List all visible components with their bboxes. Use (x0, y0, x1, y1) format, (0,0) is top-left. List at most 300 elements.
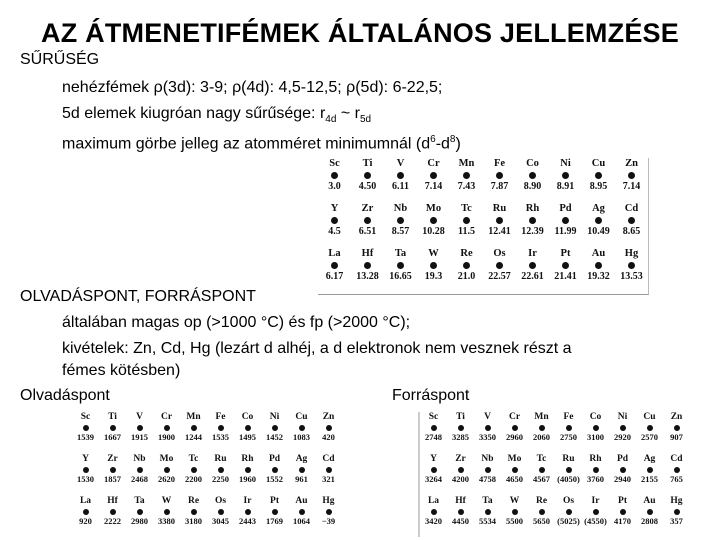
element-value: 2222 (104, 516, 121, 526)
element-symbol: Y (430, 454, 437, 464)
element-symbol: Ti (456, 412, 465, 422)
element-dot (397, 217, 404, 224)
element-symbol: Os (562, 496, 575, 506)
element-cell (582, 248, 615, 293)
element-symbol: Cu (643, 412, 656, 422)
element-value: 2060 (533, 432, 550, 442)
element-dot (299, 509, 305, 515)
element-value: 4.50 (358, 181, 377, 192)
element-value: 961 (295, 474, 308, 484)
element-cell (516, 203, 549, 248)
element-symbol: Mn (534, 412, 549, 422)
element-cell (351, 203, 384, 248)
density-5d-text: 5d elemek kiugróan nagy sűrűsége: $r_{4d}$ ~ $r_{5d}$ (62, 105, 372, 126)
element-symbol: Fe (493, 158, 506, 169)
element-value: 8.65 (622, 226, 641, 237)
element-dot (566, 509, 572, 515)
element-value: 907 (670, 432, 683, 442)
element-value: 7.87 (490, 181, 509, 192)
element-dot (364, 262, 371, 269)
element-symbol: Ti (108, 412, 117, 422)
element-dot (191, 467, 197, 473)
element-dot (137, 467, 143, 473)
element-dot (218, 425, 224, 431)
element-symbol: Nb (133, 454, 146, 464)
element-symbol: Pt (618, 496, 627, 506)
element-value: 10.28 (422, 226, 445, 237)
density-ranges-text: nehézfémek ρ(3d): 3-9; ρ(4d): 4,5-12,5; ρ(5d): 6-22,5; (62, 79, 443, 96)
element-symbol: Y (82, 454, 89, 464)
element-cell (636, 454, 663, 496)
element-dot (628, 262, 635, 269)
element-cell (447, 412, 474, 454)
element-value: 1552 (266, 474, 283, 484)
element-cell (609, 454, 636, 496)
element-value: 1915 (131, 432, 148, 442)
element-symbol: Re (187, 496, 200, 506)
element-cell (516, 158, 549, 203)
element-cell (582, 203, 615, 248)
element-dot (164, 509, 170, 515)
element-symbol: W (161, 496, 172, 506)
element-cell (288, 496, 315, 538)
element-cell (516, 248, 549, 293)
element-value: 1769 (266, 516, 283, 526)
element-dot (245, 467, 251, 473)
element-dot (647, 509, 653, 515)
element-value: 2960 (506, 432, 523, 442)
element-cell (450, 203, 483, 248)
element-dot (620, 467, 626, 473)
element-cell (420, 454, 447, 496)
element-dot (595, 262, 602, 269)
element-value: 5650 (533, 516, 550, 526)
element-dot (562, 262, 569, 269)
element-dot (463, 262, 470, 269)
melting-general-text: általában magas op (>1000 °C) és fp (>2000 °C); (62, 314, 411, 331)
element-symbol: Pd (268, 454, 281, 464)
element-cell (615, 248, 648, 293)
element-dot (485, 425, 491, 431)
element-dot (331, 262, 338, 269)
element-symbol: Cd (670, 454, 683, 464)
element-cell (99, 412, 126, 454)
melting-exceptions-text: kivételek: Zn, Cd, Hg (lezárt d alhéj, a d elektronok nem vesznek részt a (62, 340, 572, 357)
element-dot (272, 467, 278, 473)
element-dot (539, 467, 545, 473)
element-dot (593, 467, 599, 473)
element-symbol: Zn (670, 412, 683, 422)
element-value: 6.11 (392, 181, 409, 192)
element-value: 2620 (158, 474, 175, 484)
element-value: (4550) (584, 516, 607, 526)
element-dot (272, 425, 278, 431)
element-dot (430, 262, 437, 269)
element-cell (72, 454, 99, 496)
element-cell (153, 496, 180, 538)
element-dot (110, 467, 116, 473)
element-cell (420, 496, 447, 538)
element-cell (288, 454, 315, 496)
element-cell (582, 454, 609, 496)
element-dot (463, 217, 470, 224)
element-dot (430, 217, 437, 224)
element-symbol: La (427, 496, 440, 506)
element-symbol: Tc (461, 203, 472, 214)
element-symbol: Ni (560, 158, 571, 169)
element-value: 19.3 (424, 271, 443, 282)
element-value: 1857 (104, 474, 121, 484)
element-dot (299, 467, 305, 473)
element-symbol: Ti (362, 158, 373, 169)
element-cell (501, 496, 528, 538)
element-symbol: V (396, 158, 405, 169)
element-cell (663, 496, 690, 538)
element-dot (485, 467, 491, 473)
element-cell (549, 158, 582, 203)
element-symbol: Mn (458, 158, 475, 169)
element-symbol: Ta (482, 496, 493, 506)
element-dot (647, 467, 653, 473)
element-cell (351, 158, 384, 203)
element-symbol: Zr (107, 454, 118, 464)
element-symbol: Re (535, 496, 548, 506)
element-symbol: Ag (643, 454, 656, 464)
element-cell (207, 454, 234, 496)
density-table (318, 158, 649, 295)
element-value: 3420 (425, 516, 442, 526)
element-value: 1083 (293, 432, 310, 442)
element-dot (512, 425, 518, 431)
element-value: 2250 (212, 474, 229, 484)
element-value: 765 (670, 474, 683, 484)
element-cell (72, 412, 99, 454)
element-dot (137, 425, 143, 431)
element-symbol: Rh (589, 454, 602, 464)
element-cell (384, 248, 417, 293)
element-cell (447, 496, 474, 538)
element-value: 920 (79, 516, 92, 526)
element-cell (663, 454, 690, 496)
element-symbol: Cd (322, 454, 335, 464)
element-symbol: Ag (295, 454, 308, 464)
element-symbol: Fe (215, 412, 226, 422)
element-value: 1452 (266, 432, 283, 442)
element-symbol: Os (214, 496, 227, 506)
element-dot (620, 425, 626, 431)
element-dot (397, 172, 404, 179)
element-dot (110, 425, 116, 431)
element-symbol: Co (241, 412, 254, 422)
element-value: 3285 (452, 432, 469, 442)
element-symbol: Zr (455, 454, 466, 464)
element-cell (474, 496, 501, 538)
element-cell (261, 412, 288, 454)
element-value: 3350 (479, 432, 496, 442)
element-value: 8.91 (556, 181, 575, 192)
element-symbol: Hf (107, 496, 118, 506)
element-cell (474, 412, 501, 454)
element-value: 3380 (158, 516, 175, 526)
element-cell (528, 496, 555, 538)
element-symbol: Au (643, 496, 656, 506)
element-cell (528, 454, 555, 496)
element-symbol: Co (589, 412, 602, 422)
element-dot (595, 217, 602, 224)
element-dot (463, 172, 470, 179)
element-value: 2200 (185, 474, 202, 484)
element-value: 19.32 (587, 271, 610, 282)
element-value: 21.41 (554, 271, 577, 282)
element-value: 3264 (425, 474, 442, 484)
element-symbol: Rh (525, 203, 540, 214)
element-symbol: Cr (160, 412, 173, 422)
element-cell (549, 248, 582, 293)
element-cell (417, 158, 450, 203)
element-dot (164, 467, 170, 473)
element-value: 10.49 (587, 226, 610, 237)
element-value: 6.51 (358, 226, 377, 237)
element-dot (430, 172, 437, 179)
element-value: 4.5 (328, 226, 341, 237)
element-value: 12.39 (521, 226, 544, 237)
element-dot (595, 172, 602, 179)
element-cell (417, 203, 450, 248)
element-dot (431, 467, 437, 473)
element-symbol: Hf (361, 248, 374, 259)
element-value: 8.57 (391, 226, 410, 237)
element-dot (539, 425, 545, 431)
element-dot (620, 509, 626, 515)
element-symbol: Zn (625, 158, 638, 169)
element-cell (501, 454, 528, 496)
element-symbol: W (428, 248, 439, 259)
element-symbol: Hf (455, 496, 466, 506)
element-cell (261, 454, 288, 496)
element-cell (609, 412, 636, 454)
element-dot (299, 425, 305, 431)
element-dot (397, 262, 404, 269)
element-cell (180, 412, 207, 454)
element-cell (636, 412, 663, 454)
melting-heading: OLVADÁSPONT, FORRÁSPONT (20, 288, 256, 305)
element-cell (318, 158, 351, 203)
element-dot (272, 509, 278, 515)
element-symbol: Tc (188, 454, 199, 464)
element-cell (483, 248, 516, 293)
element-value: 4650 (506, 474, 523, 484)
element-symbol: Au (591, 248, 606, 259)
element-dot (496, 262, 503, 269)
element-symbol: Ru (562, 454, 575, 464)
element-symbol: Ru (214, 454, 227, 464)
element-cell (615, 158, 648, 203)
boiling-point-table (418, 412, 692, 537)
element-cell (528, 412, 555, 454)
element-cell (207, 412, 234, 454)
element-symbol: Ir (591, 496, 600, 506)
element-value: 5534 (479, 516, 496, 526)
element-cell (234, 496, 261, 538)
element-dot (458, 425, 464, 431)
element-dot (566, 467, 572, 473)
density-heading: SŰRŰSÉG (20, 51, 100, 68)
element-value: 357 (670, 516, 683, 526)
element-dot (83, 467, 89, 473)
element-value: −39 (321, 516, 336, 526)
element-value: 7.43 (457, 181, 476, 192)
element-value: 2980 (131, 516, 148, 526)
element-cell (417, 248, 450, 293)
element-dot (164, 425, 170, 431)
element-cell (126, 454, 153, 496)
element-value: 2750 (560, 432, 577, 442)
element-value: 1960 (239, 474, 256, 484)
element-cell (483, 158, 516, 203)
element-dot (326, 425, 332, 431)
element-dot (496, 217, 503, 224)
element-value: 321 (322, 474, 335, 484)
element-cell (234, 454, 261, 496)
element-value: 1539 (77, 432, 94, 442)
element-cell (315, 454, 342, 496)
element-dot (593, 425, 599, 431)
element-cell (261, 496, 288, 538)
element-symbol: Nb (481, 454, 494, 464)
element-cell (555, 412, 582, 454)
element-cell (582, 158, 615, 203)
element-value: 3180 (185, 516, 202, 526)
element-cell (636, 496, 663, 538)
element-dot (628, 172, 635, 179)
element-dot (512, 467, 518, 473)
element-value: 11.5 (458, 226, 475, 237)
element-cell (126, 412, 153, 454)
element-cell (384, 158, 417, 203)
element-dot (562, 172, 569, 179)
element-value: 2920 (614, 432, 631, 442)
element-dot (458, 509, 464, 515)
element-symbol: Pd (559, 203, 572, 214)
element-value: 16.65 (389, 271, 412, 282)
element-symbol: Ag (592, 203, 605, 214)
element-value: 1064 (293, 516, 310, 526)
element-value: 21.0 (457, 271, 476, 282)
element-cell (555, 496, 582, 538)
element-value: 22.61 (521, 271, 544, 282)
element-value: 3.0 (328, 181, 341, 192)
element-cell (180, 454, 207, 496)
boiling-point-label: Forráspont (392, 387, 470, 404)
element-dot (326, 467, 332, 473)
element-value: 13.28 (356, 271, 379, 282)
element-symbol: Cr (508, 412, 521, 422)
element-symbol: Re (460, 248, 473, 259)
element-value: 5500 (506, 516, 523, 526)
page-title: AZ ÁTMENETIFÉMEK ÁLTALÁNOS JELLEMZÉSE (41, 18, 679, 48)
element-value: 1530 (77, 474, 94, 484)
element-value: 2808 (641, 516, 658, 526)
element-dot (593, 509, 599, 515)
element-value: 7.14 (424, 181, 443, 192)
element-cell (153, 412, 180, 454)
element-cell (351, 248, 384, 293)
element-symbol: V (484, 412, 491, 422)
element-symbol: Nb (393, 203, 408, 214)
element-value: 22.57 (488, 271, 511, 282)
density-maximum-text: maximum görbe jelleg az atomméret minimumnál $(d^6-d^8)$ (62, 134, 461, 153)
element-symbol: Hg (322, 496, 335, 506)
element-value: 420 (322, 432, 335, 442)
element-cell (153, 454, 180, 496)
element-value: 1667 (104, 432, 121, 442)
element-value: 8.90 (523, 181, 542, 192)
element-value: 2940 (614, 474, 631, 484)
melting-exceptions-text-cont: fémes kötésben) (62, 362, 181, 379)
element-dot (674, 509, 680, 515)
element-symbol: Pt (270, 496, 279, 506)
element-cell (318, 248, 351, 293)
element-cell (72, 496, 99, 538)
element-cell (180, 496, 207, 538)
element-symbol: Pd (616, 454, 629, 464)
element-value: 3100 (587, 432, 604, 442)
element-cell (315, 412, 342, 454)
element-cell (549, 203, 582, 248)
element-symbol: Ni (617, 412, 628, 422)
element-cell (483, 203, 516, 248)
element-dot (529, 217, 536, 224)
element-dot (431, 425, 437, 431)
element-cell (555, 454, 582, 496)
element-cell (207, 496, 234, 538)
element-value: (4050) (557, 474, 580, 484)
element-value: 8.95 (589, 181, 608, 192)
element-cell (99, 454, 126, 496)
element-symbol: Cd (624, 203, 639, 214)
element-symbol: La (79, 496, 92, 506)
element-value: 11.99 (554, 226, 577, 237)
element-cell (615, 203, 648, 248)
element-dot (458, 467, 464, 473)
element-symbol: Cu (295, 412, 308, 422)
element-value: 2468 (131, 474, 148, 484)
element-symbol: Ru (492, 203, 507, 214)
element-cell (582, 412, 609, 454)
element-value: 4450 (452, 516, 469, 526)
element-symbol: Tc (536, 454, 547, 464)
element-cell (663, 412, 690, 454)
element-cell (450, 158, 483, 203)
element-symbol: Au (295, 496, 308, 506)
element-value: 4758 (479, 474, 496, 484)
element-value: 2443 (239, 516, 256, 526)
element-value: 4200 (452, 474, 469, 484)
element-dot (647, 425, 653, 431)
element-dot (218, 467, 224, 473)
element-dot (218, 509, 224, 515)
element-dot (628, 217, 635, 224)
element-symbol: Cr (427, 158, 440, 169)
element-cell (99, 496, 126, 538)
element-value: 2155 (641, 474, 658, 484)
element-cell (234, 412, 261, 454)
element-value: 3045 (212, 516, 229, 526)
element-symbol: V (136, 412, 143, 422)
element-symbol: Pt (560, 248, 571, 259)
element-symbol: Zr (361, 203, 374, 214)
element-dot (674, 425, 680, 431)
